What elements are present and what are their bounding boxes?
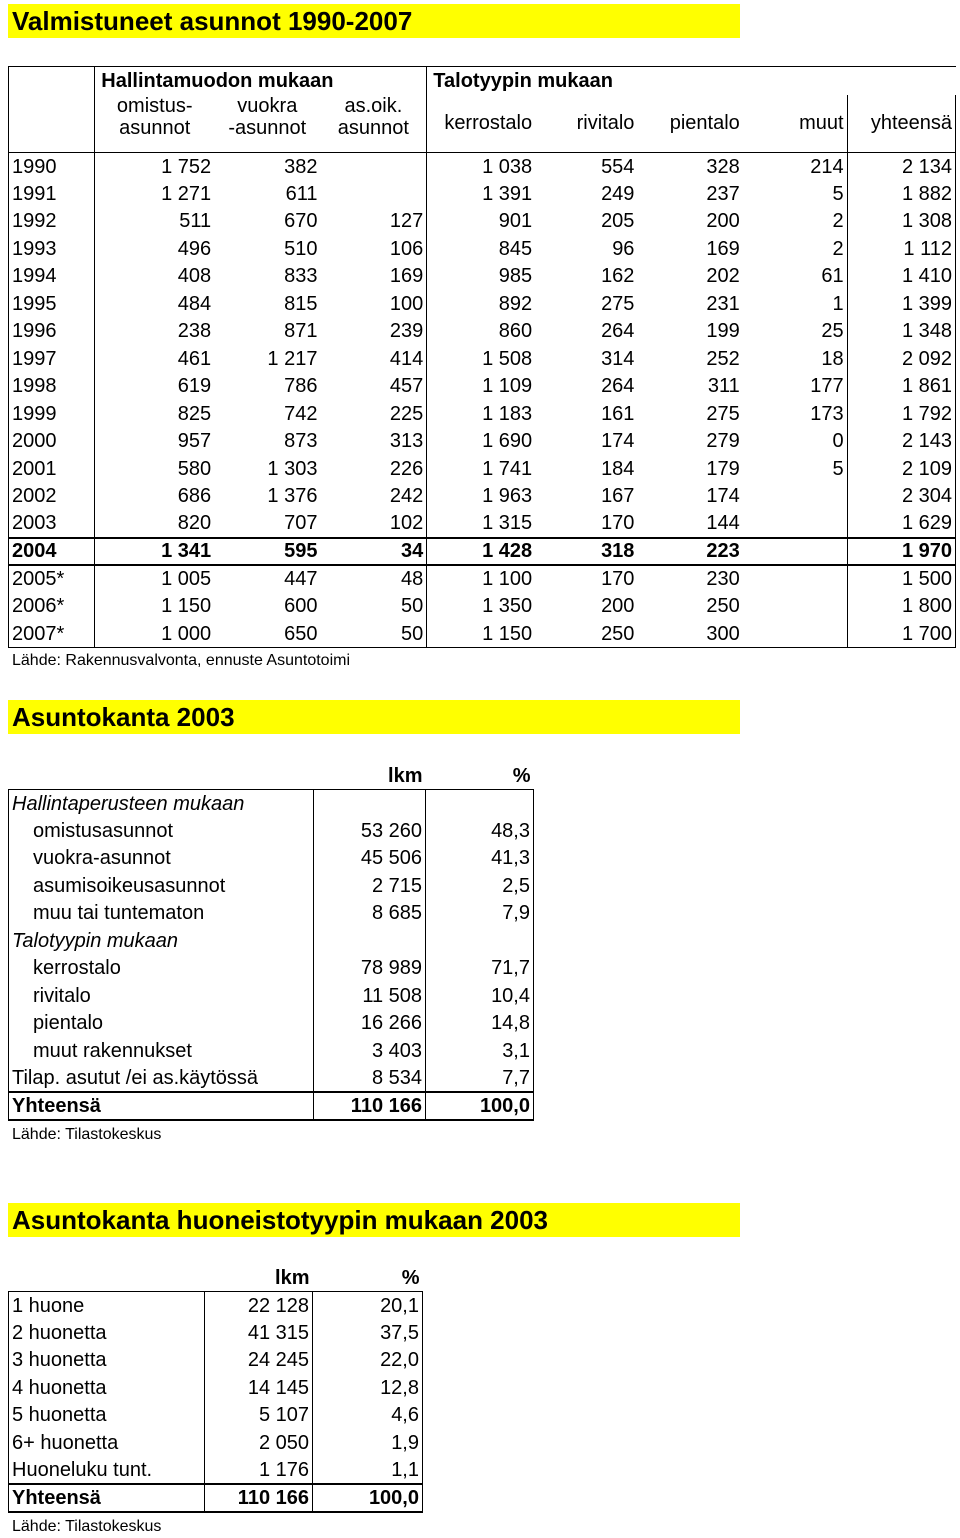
cell-year: 2005* (9, 565, 95, 593)
cell-year: 1991 (9, 180, 95, 208)
cell-rivitalo: 162 (601, 265, 635, 288)
cell-pct: 20,1 (313, 1292, 423, 1320)
cell-vuokra: 871 (284, 320, 318, 343)
cell-asoik: 102 (320, 510, 426, 538)
cell-rivitalo: 96 (612, 237, 635, 260)
cell-kerrostalo: 985 (427, 263, 535, 291)
cell-pientalo: 279 (706, 430, 740, 453)
cell-pct: 4,6 (313, 1402, 423, 1430)
cell-rivitalo: 249 (601, 182, 635, 205)
cell-kerrostalo: 1 508 (427, 345, 535, 373)
cell-vuokra: 670 (284, 210, 318, 233)
cell-asoik: 50 (320, 620, 426, 648)
col-header-kerrostalo: kerrostalo (427, 95, 535, 153)
cell-pientalo: 230 (706, 568, 740, 591)
table-row (9, 345, 956, 373)
table-row (9, 510, 956, 538)
cell-lkm: 78 989 (314, 955, 426, 983)
cell-vuokra: 707 (284, 512, 318, 535)
table-row (9, 400, 956, 428)
cell-pct: 10,4 (426, 982, 534, 1010)
cell-pientalo: 231 (706, 292, 740, 315)
cell-year: 2000 (9, 428, 95, 456)
cell-vuokra: 786 (284, 375, 318, 398)
cell-lkm: 8 685 (314, 900, 426, 928)
cell-asoik: 313 (320, 428, 426, 456)
cell-omistus: 484 (95, 290, 214, 318)
col-header-yhteensa: yhteensä (847, 95, 955, 153)
table-row (9, 1319, 423, 1347)
col-header-lkm: lkm (275, 1266, 310, 1289)
cell-lkm: 11 508 (314, 982, 426, 1010)
cell-rivitalo: 170 (601, 568, 635, 591)
table-row (9, 955, 534, 983)
table-row (9, 180, 956, 208)
cell-muut: 61 (743, 263, 847, 291)
table-row (9, 153, 956, 181)
cell-asoik (320, 180, 426, 208)
header-corner (9, 67, 95, 95)
cell-asoik: 34 (320, 538, 426, 566)
cell-omistus: 1 341 (95, 538, 214, 566)
cell-kerrostalo: 1 100 (427, 565, 535, 593)
cell-label: asumisoikeusasunnot (9, 872, 314, 900)
section3-title: Asuntokanta huoneistotyypin mukaan 2003 (8, 1203, 740, 1237)
cell-yhteensa: 2 134 (847, 153, 955, 181)
cell-kerrostalo: 1 963 (427, 483, 535, 511)
cell-rivitalo: 200 (601, 595, 635, 618)
cell-kerrostalo: 1 741 (427, 455, 535, 483)
cell-label: 1 huone (9, 1292, 205, 1320)
cell-omistus: 619 (95, 373, 214, 401)
cell-vuokra: 1 217 (267, 347, 318, 370)
table-row (9, 263, 956, 291)
col-header-omistus: omistus- asunnot (95, 95, 214, 153)
section1-title: Valmistuneet asunnot 1990-2007 (8, 4, 740, 38)
cell-label: muut rakennukset (9, 1037, 314, 1065)
cell-yhteensa: 1 792 (847, 400, 955, 428)
cell-pct: 37,5 (313, 1319, 423, 1347)
cell-yhteensa: 2 304 (847, 483, 955, 511)
table-row (9, 593, 956, 621)
cell-kerrostalo: 901 (427, 208, 535, 236)
cell-pientalo: 237 (706, 182, 740, 205)
table-row (9, 1010, 534, 1038)
cell-yhteensa: 1 800 (847, 593, 955, 621)
cell-omistus: 238 (95, 318, 214, 346)
cell-yhteensa: 1 970 (847, 538, 955, 566)
cell-omistus: 1 000 (95, 620, 214, 648)
cell-year: 2002 (9, 483, 95, 511)
cell-vuokra: 447 (284, 568, 318, 591)
cell-kerrostalo: 1 350 (427, 593, 535, 621)
cell-pientalo: 328 (706, 155, 740, 178)
section2-source: Lähde: Tilastokeskus (12, 1126, 162, 1143)
cell-asoik: 169 (320, 263, 426, 291)
cell-vuokra: 815 (284, 292, 318, 315)
cell-omistus: 461 (95, 345, 214, 373)
cell-asoik: 414 (320, 345, 426, 373)
cell-yhteensa: 1 399 (847, 290, 955, 318)
cell-omistus: 957 (95, 428, 214, 456)
cell-asoik: 48 (320, 565, 426, 593)
cell-pientalo: 174 (706, 485, 740, 508)
cell-rivitalo: 174 (601, 430, 635, 453)
table-row (9, 1374, 423, 1402)
header-year (9, 95, 95, 153)
cell-lkm: 22 128 (205, 1292, 313, 1320)
cell-year: 2004 (9, 538, 95, 566)
cell-yhteensa: 2 143 (847, 428, 955, 456)
cell-pct: 7,9 (426, 900, 534, 928)
housing-stock-table (8, 762, 534, 1121)
cell-pct: 41,3 (426, 845, 534, 873)
cell-yhteensa: 1 882 (847, 180, 955, 208)
col-header-asoik: as.oik. asunnot (320, 95, 426, 153)
cell-omistus: 580 (95, 455, 214, 483)
cell-muut: 0 (743, 428, 847, 456)
cell-muut: 1 (743, 290, 847, 318)
cell-kerrostalo: 845 (427, 235, 535, 263)
cell-yhteensa: 1 861 (847, 373, 955, 401)
cell-kerrostalo: 1 428 (427, 538, 535, 566)
cell-yhteensa: 1 410 (847, 263, 955, 291)
cell-year: 1992 (9, 208, 95, 236)
cell-year: 2001 (9, 455, 95, 483)
cell-pientalo: 169 (706, 237, 740, 260)
table-row: Tilap. asutut /ei as.käytössä 8 534 7,7 (9, 1065, 534, 1093)
cell-vuokra: 600 (284, 595, 318, 618)
cell-pct: 1,1 (313, 1457, 423, 1485)
cell-pct: 14,8 (426, 1010, 534, 1038)
cell-kerrostalo: 892 (427, 290, 535, 318)
col-header-vuokra: vuokra -asunnot (214, 95, 320, 153)
cell-asoik: 239 (320, 318, 426, 346)
section2-title: Asuntokanta 2003 (8, 700, 740, 734)
cell-pct: 22,0 (313, 1347, 423, 1375)
table-row (9, 208, 956, 236)
cell-kerrostalo: 1 315 (427, 510, 535, 538)
cell-lkm: 2 050 (205, 1429, 313, 1457)
cell-asoik: 242 (320, 483, 426, 511)
group-header-building-type: Talotyypin mukaan (427, 67, 956, 95)
cell-rivitalo: 170 (601, 512, 635, 535)
cell-lkm: 1 176 (205, 1457, 313, 1485)
cell-kerrostalo: 1 391 (427, 180, 535, 208)
room-type-table (8, 1264, 423, 1513)
completed-dwellings-table (8, 66, 956, 648)
cell-omistus: 1 271 (95, 180, 214, 208)
cell-muut: 18 (743, 345, 847, 373)
cell-omistus: 686 (95, 483, 214, 511)
cell-lkm: 45 506 (314, 845, 426, 873)
cell-pientalo: 223 (637, 538, 742, 566)
cell-year: 2003 (9, 510, 95, 538)
cell-pct: 12,8 (313, 1374, 423, 1402)
cell-muut: 173 (743, 400, 847, 428)
cell-lkm: 24 245 (205, 1347, 313, 1375)
cell-pientalo: 275 (706, 402, 740, 425)
cell-lkm: 14 145 (205, 1374, 313, 1402)
cell-pientalo: 144 (706, 512, 740, 535)
table-row (9, 1347, 423, 1375)
cell-year: 1993 (9, 235, 95, 263)
cell-year: 1994 (9, 263, 95, 291)
cell-yhteensa: 1 308 (847, 208, 955, 236)
total-row: Yhteensä 110 166 100,0 (9, 1092, 534, 1120)
cell-kerrostalo: 1 183 (427, 400, 535, 428)
cell-omistus: 1 150 (95, 593, 214, 621)
cell-muut (743, 593, 847, 621)
cell-label: 4 huonetta (9, 1374, 205, 1402)
cell-pientalo: 311 (707, 375, 740, 398)
cell-vuokra: 833 (284, 265, 318, 288)
cell-omistus: 511 (95, 208, 214, 236)
cell-pientalo: 202 (706, 265, 740, 288)
table-row (9, 318, 956, 346)
cell-pientalo: 200 (706, 210, 740, 233)
col-header-rivitalo: rivitalo (535, 95, 637, 153)
cell-rivitalo: 167 (601, 485, 635, 508)
section1-source: Lähde: Rakennusvalvonta, ennuste Asuntotoimi (12, 652, 351, 669)
cell-omistus: 825 (95, 400, 214, 428)
cell-rivitalo: 250 (535, 620, 637, 648)
section3-source: Lähde: Tilastokeskus (12, 1518, 162, 1535)
cell-year: 1998 (9, 373, 95, 401)
table-row (9, 845, 534, 873)
cell-yhteensa: 1 348 (847, 318, 955, 346)
group-label-tenure: Hallintaperusteen mukaan (9, 790, 314, 818)
cell-vuokra: 595 (214, 538, 320, 566)
cell-pct: 3,1 (426, 1037, 534, 1065)
cell-vuokra: 1 376 (267, 485, 318, 508)
cell-muut (743, 620, 847, 648)
table-row (9, 455, 956, 483)
cell-muut: 214 (743, 153, 847, 181)
table-row (9, 1292, 423, 1320)
cell-kerrostalo: 1 150 (427, 620, 535, 648)
cell-yhteensa: 2 109 (847, 455, 955, 483)
cell-pientalo: 179 (706, 457, 740, 480)
cell-rivitalo: 184 (601, 457, 635, 480)
cell-pientalo: 300 (637, 620, 742, 648)
cell-lkm: 2 715 (314, 872, 426, 900)
cell-pientalo: 252 (706, 347, 740, 370)
cell-asoik: 106 (320, 235, 426, 263)
cell-lkm: 3 403 (314, 1037, 426, 1065)
cell-rivitalo: 314 (601, 347, 635, 370)
cell-label: 2 huonetta (9, 1319, 205, 1347)
cell-muut (743, 565, 847, 593)
cell-muut: 2 (743, 208, 847, 236)
cell-year: 1996 (9, 318, 95, 346)
cell-asoik: 50 (320, 593, 426, 621)
cell-pct: 48,3 (426, 817, 534, 845)
cell-asoik: 127 (320, 208, 426, 236)
table-row (9, 1402, 423, 1430)
group-header-tenure: Hallintamuodon mukaan (95, 67, 427, 95)
cell-label: 3 huonetta (9, 1347, 205, 1375)
cell-muut: 25 (743, 318, 847, 346)
cell-year: 2006* (9, 593, 95, 621)
cell-yhteensa: 1 629 (847, 510, 955, 538)
cell-pientalo: 199 (706, 320, 740, 343)
cell-pct: 71,7 (426, 955, 534, 983)
cell-label: omistusasunnot (9, 817, 314, 845)
cell-omistus: 1 752 (95, 153, 214, 181)
cell-label: vuokra-asunnot (9, 845, 314, 873)
cell-omistus: 1 005 (95, 565, 214, 593)
table-row (9, 620, 956, 648)
cell-vuokra: 510 (284, 237, 318, 260)
table-row (9, 235, 956, 263)
cell-rivitalo: 161 (601, 402, 635, 425)
cell-muut: 177 (743, 373, 847, 401)
cell-asoik (320, 153, 426, 181)
cell-muut: 2 (743, 235, 847, 263)
table-row (9, 538, 956, 566)
cell-asoik: 226 (320, 455, 426, 483)
cell-pct: 1,9 (313, 1429, 423, 1457)
table-row (9, 982, 534, 1010)
cell-label: 5 huonetta (9, 1402, 205, 1430)
table-row (9, 1037, 534, 1065)
cell-vuokra: 873 (284, 430, 318, 453)
group-label-building-type: Talotyypin mukaan (9, 927, 314, 955)
cell-label: Huoneluku tunt. (9, 1457, 205, 1485)
cell-label: kerrostalo (9, 955, 314, 983)
cell-year: 2007* (9, 620, 95, 648)
table-row (9, 483, 956, 511)
cell-yhteensa: 2 092 (847, 345, 955, 373)
cell-vuokra: 650 (214, 620, 320, 648)
cell-asoik: 100 (320, 290, 426, 318)
cell-kerrostalo: 860 (427, 318, 535, 346)
cell-omistus: 408 (95, 263, 214, 291)
table-row (9, 290, 956, 318)
cell-vuokra: 611 (285, 182, 318, 205)
cell-yhteensa: 1 700 (847, 620, 955, 648)
table-row (9, 1429, 423, 1457)
cell-year: 1999 (9, 400, 95, 428)
cell-vuokra: 382 (284, 155, 318, 178)
table-row (9, 373, 956, 401)
cell-omistus: 820 (95, 510, 214, 538)
col-header-pct: % (401, 1266, 420, 1289)
cell-year: 1990 (9, 153, 95, 181)
cell-label: pientalo (9, 1010, 314, 1038)
cell-yhteensa: 1 112 (847, 235, 955, 263)
col-header-lkm: lkm (388, 764, 423, 787)
table-row (9, 817, 534, 845)
cell-vuokra: 1 303 (267, 457, 318, 480)
cell-asoik: 225 (320, 400, 426, 428)
col-header-pct: % (512, 764, 531, 787)
cell-kerrostalo: 1 690 (427, 428, 535, 456)
cell-lkm: 5 107 (205, 1402, 313, 1430)
table-row (9, 900, 534, 928)
col-header-muut: muut (743, 95, 847, 153)
cell-pct: 2,5 (426, 872, 534, 900)
cell-label: muu tai tuntematon (9, 900, 314, 928)
cell-rivitalo: 554 (601, 155, 635, 178)
cell-omistus: 496 (95, 235, 214, 263)
cell-muut (743, 510, 847, 538)
table-row (9, 872, 534, 900)
cell-label: 6+ huonetta (9, 1429, 205, 1457)
cell-muut: 5 (743, 455, 847, 483)
cell-rivitalo: 205 (601, 210, 635, 233)
table-row (9, 1457, 423, 1485)
cell-lkm: 16 266 (314, 1010, 426, 1038)
cell-pientalo: 250 (706, 595, 740, 618)
cell-lkm: 41 315 (205, 1319, 313, 1347)
cell-rivitalo: 264 (601, 375, 635, 398)
total-row: Yhteensä 110 166 100,0 (9, 1484, 423, 1512)
cell-yhteensa: 1 500 (847, 565, 955, 593)
table-row (9, 565, 956, 593)
cell-year: 1995 (9, 290, 95, 318)
cell-kerrostalo: 1 109 (427, 373, 535, 401)
cell-rivitalo: 264 (601, 320, 635, 343)
cell-lkm: 53 260 (314, 817, 426, 845)
table-row (9, 428, 956, 456)
cell-kerrostalo: 1 038 (427, 153, 535, 181)
cell-muut (743, 483, 847, 511)
cell-label: rivitalo (9, 982, 314, 1010)
col-header-pientalo: pientalo (637, 95, 742, 153)
cell-asoik: 457 (320, 373, 426, 401)
cell-rivitalo: 318 (535, 538, 637, 566)
cell-vuokra: 742 (284, 402, 318, 425)
cell-muut: 5 (743, 180, 847, 208)
cell-muut (743, 538, 847, 566)
cell-year: 1997 (9, 345, 95, 373)
cell-rivitalo: 275 (601, 292, 635, 315)
